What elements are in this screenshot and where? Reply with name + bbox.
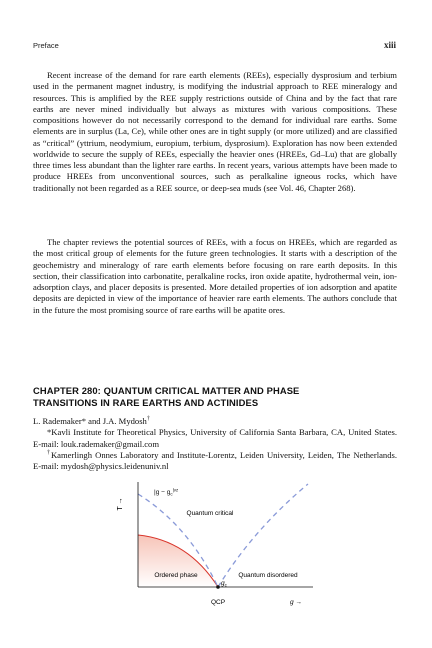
paragraph-2 bbox=[33, 237, 397, 316]
chapter-title-line-1: CHAPTER 280: QUANTUM CRITICAL MATTER AND PHASE bbox=[33, 385, 300, 396]
chapter-title-line-2: TRANSITIONS IN RARE EARTHS AND ACTINIDES bbox=[33, 397, 259, 408]
qcp-label: QCP bbox=[210, 599, 226, 606]
affiliation-2-text: Kamerlingh Onnes Laboratory and Institute-Lorentz, Leiden University, Leiden, The Netherlands. E-mail: mydosh@physics.leidenuniv.nl bbox=[33, 449, 398, 471]
author-2-mark: † bbox=[146, 416, 150, 423]
affiliation-1-mark: * bbox=[47, 427, 52, 438]
author-1-mark: * bbox=[81, 416, 86, 426]
chapter-title bbox=[33, 385, 397, 409]
paragraph-2-text: The chapter reviews the potential sources of REEs, with a focus on HREEs, which are regarded as the most critical group of elements for the future green technologies. It starts with a description of the geochemistry and mineralogy of rare earth elements before focusing on rare earth deposits. In this section, their classification into carbonatite, peralkaline rocks, iron oxide apatite, hydrothermal vein, ion-adsorption clays, and placer deposits is presented. More detailed properties of ion adsorption and apatite deposits are depicted in view of the importance of heavier rare earth elements. The authors conclude that in the future the most promising source of rare earths will be apatite ores. bbox=[33, 237, 397, 315]
scaling-label: $|g - g_c^{|\nu z}$ bbox=[154, 487, 179, 497]
paragraph-1-text: Recent increase of the demand for rare earth elements (REEs), especially dysprosium and terbium used in the permanent magnet industry, is modifying the industrial approach to REE mineralogy and resources. This is amplified by the REE supply restrictions outside of China and by the fact that rare earths are never mined individually but always as mixtures with various compositions. These compositions however do not necessarily correspond to the demand for individual rare earths. Some elements are in surplus (La, Ce), while other ones are in tight supply (or more utilized) and are classified as “critical” (yttrium, neodymium, europium, terbium, dysprosium). Exploration has now been extended worldwide to secure the supply of REEs, especially the heavier ones (HREEs, Gd–Lu) that are globally three times less abundant than the lighter rare earths. In recent years, various attempts have been made to produce HREEs from unconventional sources, such as peralkaline igneous rocks, which have traditionally not been regarded as a REE source, or deep-sea muds (see Vol. 46, Chapter 268). bbox=[33, 70, 397, 193]
affiliation-2-mark: † bbox=[47, 449, 51, 456]
ordered-phase-region bbox=[138, 535, 218, 587]
y-axis-label: T → bbox=[117, 497, 124, 511]
qcp-point bbox=[216, 585, 220, 589]
paragraph-1 bbox=[33, 70, 397, 194]
gc-label: $g_c$ bbox=[221, 580, 227, 588]
author-1: L. Rademaker bbox=[33, 416, 82, 426]
author-line bbox=[33, 416, 397, 427]
running-header-left: Preface bbox=[33, 41, 59, 50]
affiliation-1-text: Kavli Institute for Theoretical Physics, University of California Santa Barbara, CA, United States. E-mail: louk.rademaker@gmail.com bbox=[33, 427, 397, 449]
quantum-critical-label: Quantum critical bbox=[186, 510, 234, 517]
affiliation-2 bbox=[33, 450, 397, 473]
author-block bbox=[33, 416, 397, 472]
quantum-disordered-label: Quantum disordered bbox=[238, 572, 298, 579]
ordered-phase-label: Ordered phase bbox=[154, 572, 198, 579]
affiliation-1 bbox=[33, 427, 397, 450]
page-number: xiii bbox=[383, 40, 396, 50]
author-join: and J.A. Mydosh bbox=[85, 416, 147, 426]
x-axis-label: g → bbox=[290, 599, 302, 606]
phase-diagram-figure bbox=[118, 480, 318, 610]
